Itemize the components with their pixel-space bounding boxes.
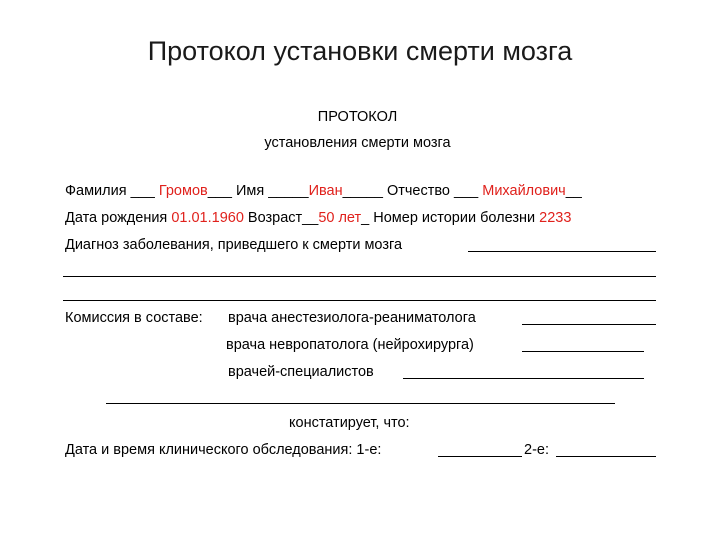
commission-neuro-fill-line [522,351,644,352]
dob-value: 01.01.1960 [171,210,244,226]
name-row-tail: __ [565,183,582,199]
birth-row [65,209,571,227]
age-value: 50 лет [318,210,362,226]
commission-neuro: врача невропатолога (нейрохирурга) [226,337,474,353]
history-value: 2233 [539,210,572,226]
surname-label: Фамилия ___ [65,183,159,199]
age-label: Возраст__ [243,210,319,226]
exam-row [65,441,381,459]
exam-first-fill-line [438,456,522,457]
commission-specialists: врачей-специалистов [228,364,374,380]
commission-anesth-fill-line [522,324,656,325]
commission-specialists-fill-line [403,378,644,379]
history-label: _ Номер истории болезни [361,210,540,226]
patronymic-value: Михайлович [482,183,566,199]
name-value: Иван [308,183,343,199]
slide-title: Протокол установки смерти мозга [147,36,573,66]
states-text: констатирует, что: [289,415,410,431]
commission-extra-fill-line [106,403,615,404]
protocol-subheading: установления смерти мозга [264,135,451,151]
commission-anesth: врача анестезиолога-реаниматолога [228,310,476,326]
exam-second-fill-line [556,456,656,457]
diagnosis-label: Диагноз заболевания, приведшего к смерти мозга [65,237,403,253]
dob-label: Дата рождения [65,210,172,226]
commission-label: Комиссия в составе: [65,310,203,326]
protocol-heading: ПРОТОКОЛ [317,109,398,125]
surname-value: Громов [158,183,208,199]
diagnosis-fill-line-2 [63,276,656,277]
exam-second-label: 2-е: [524,442,549,458]
name-row [65,182,582,200]
diagnosis-fill-line [468,251,656,252]
exam-label: Дата и время клинического обследования: 1-е: [65,442,382,458]
name-label: ___ Имя _____ [207,183,309,199]
diagnosis-fill-line-3 [63,300,656,301]
patronymic-label: _____ Отчество ___ [342,183,483,199]
